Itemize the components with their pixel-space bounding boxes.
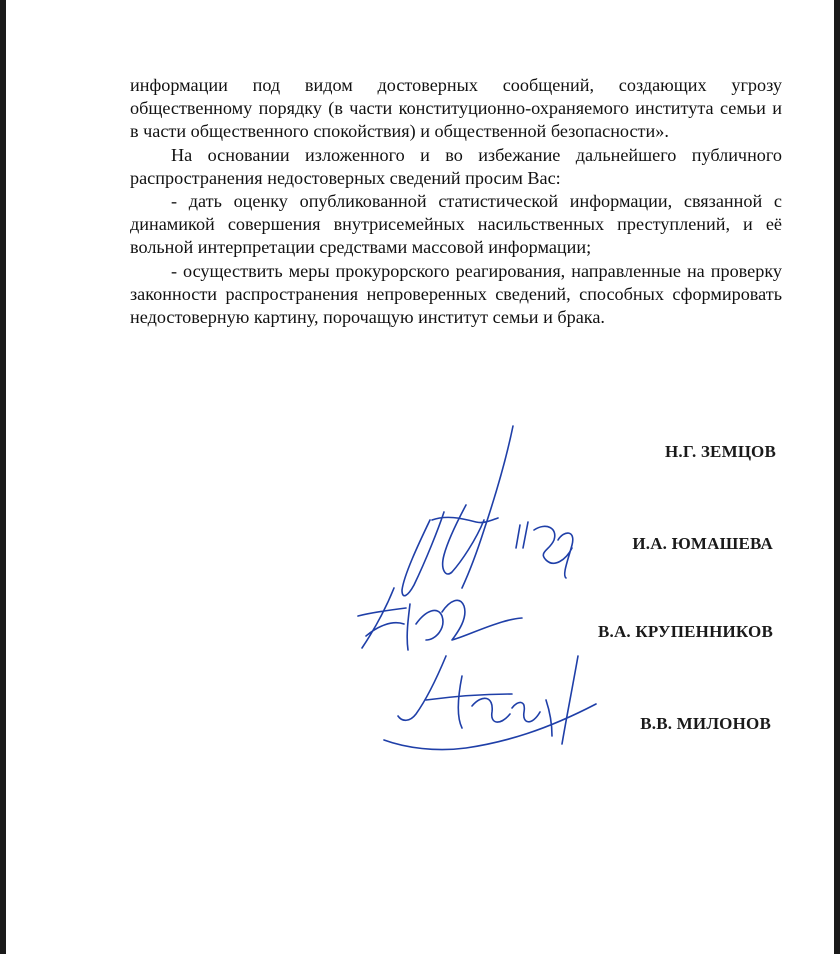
request-item-assessment: - дать оценку опубликованной статистической информации, связанной с динамикой совершения внутрисемейных насильственных преступлений, и её вольной интерпретации средствами массовой информации; xyxy=(130,191,782,258)
signature-yumasheva xyxy=(516,522,573,578)
signatory-milonov: В.В. МИЛОНОВ xyxy=(640,714,771,733)
document-page xyxy=(6,0,834,954)
signatory-yumasheva: И.А. ЮМАШЕВА xyxy=(632,534,773,553)
request-item-prosecutor-measures: - осуществить меры прокурорского реагирования, направленные на проверку законности распространения непроверенных сведений, способных сформировать недостоверную картину, порочащую институт семьи и брака. xyxy=(130,260,782,328)
paragraph-continuation: информации под видом достоверных сообщений, создающих угрозу общественному порядку (в части конституционно-охраняемого института семьи и в части общественного спокойствия) и общественной безопасности». xyxy=(130,75,782,142)
signatory-krupennikov: В.А. КРУПЕННИКОВ xyxy=(597,622,773,641)
signatory-zemtsov: Н.Г. ЗЕМЦОВ xyxy=(665,442,776,461)
handwritten-signatures xyxy=(6,0,834,954)
signature-milonov xyxy=(384,656,596,750)
paragraph-request-intro: На основании изложенного и во избежание дальнейшего публичного распространения недостоверных сведений просим Вас: xyxy=(130,144,782,188)
signature-zemtsov xyxy=(402,426,513,596)
signature-krupennikov xyxy=(358,588,522,650)
